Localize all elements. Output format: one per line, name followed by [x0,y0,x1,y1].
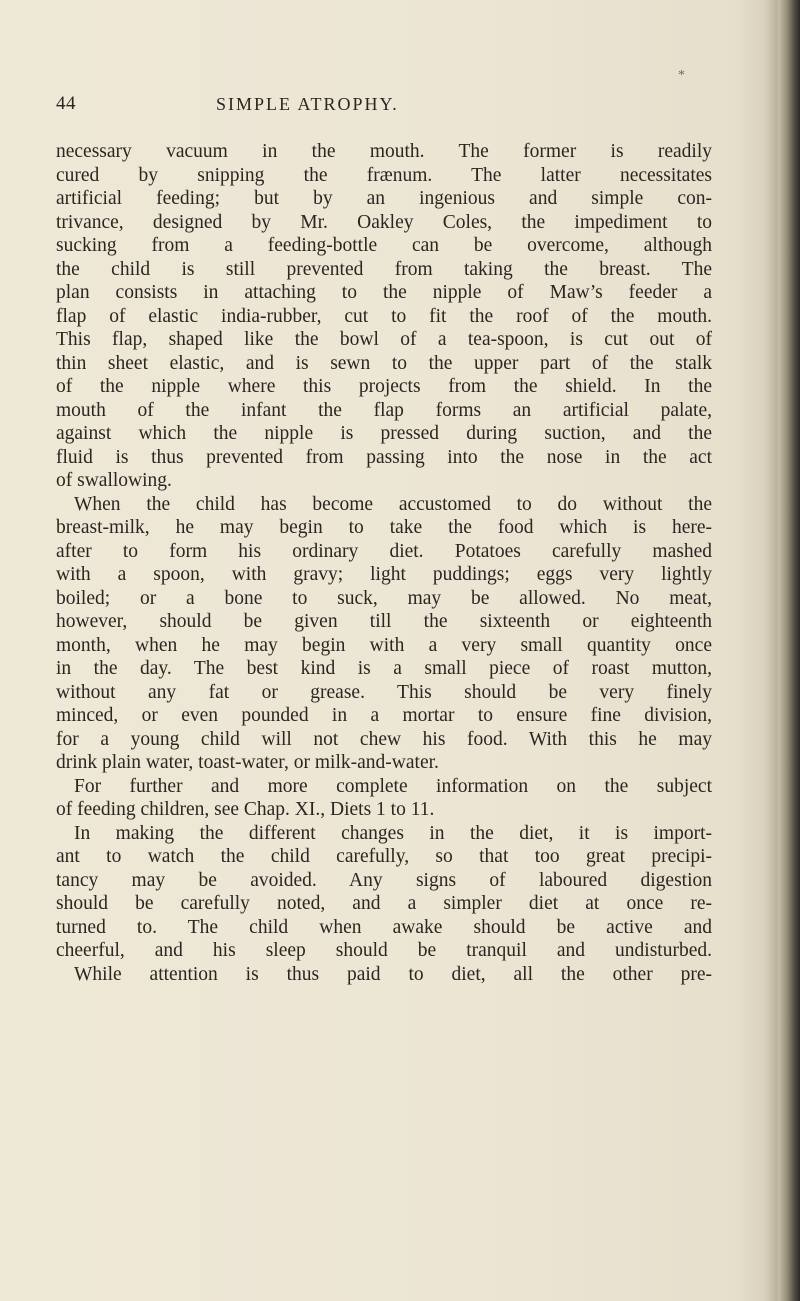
text-line: necessary vacuum in the mouth. The former is readily [56,141,712,162]
text-line: for a young child will not chew his food. With this he may [56,728,712,750]
text-line: mouth of the infant the flap forms an artificial palate, [56,399,712,421]
text-line: cheerful, and his sleep should be tranquil and undisturbed. [56,940,712,961]
text-line: plan consists in attaching to the nipple of Maw’s feeder a [56,282,712,303]
text-line: artificial feeding; but by an ingenious and simple con- [56,188,712,209]
text-line: minced, or even pounded in a mortar to ensure fine division, [56,705,712,726]
body-text [56,140,712,986]
running-head: SIMPLE ATROPHY. [216,94,399,114]
text-line: drink plain water, toast-water, or milk-and-water. [56,752,439,773]
text-line: sucking from a feeding-bottle can be overcome, although [56,235,712,256]
text-line: ant to watch the child carefully, so that too great precipi- [56,846,712,867]
text-line: boiled; or a bone to suck, may be allowed. No meat, [56,587,712,609]
text-line: in the day. The best kind is a small piece of roast mutton, [56,658,712,679]
text-line: thin sheet elastic, and is sewn to the upper part of the stalk [56,352,712,374]
text-line: In making the different changes in the diet, it is import- [74,822,712,844]
text-line: cured by snipping the frænum. The latter necessitates [56,164,712,186]
binding-gutter [778,0,800,1301]
text-line: however, should be given till the sixteenth or eighteenth [56,611,712,632]
text-line: of swallowing. [56,470,172,491]
text-line: with a spoon, with gravy; light puddings; eggs very lightly [56,564,712,585]
text-line: month, when he may begin with a very small quantity once [56,634,712,656]
text-line: the child is still prevented from taking the breast. The [56,258,712,280]
text-line: against which the nipple is pressed during suction, and the [56,423,712,444]
text-line: of feeding children, see Chap. XI., Diets 1 to 11. [56,799,435,820]
text-line: tancy may be avoided. Any signs of laboured digestion [56,869,712,891]
text-line: without any fat or grease. This should be very finely [56,681,712,703]
text-line: breast-milk, he may begin to take the food which is here- [56,517,712,538]
text-line: of the nipple where this projects from the shield. In the [56,376,712,397]
text-line: When the child has become accustomed to do without the [74,493,712,515]
text-line: trivance, designed by Mr. Oakley Coles, the impediment to [56,211,712,233]
page-header [56,93,710,119]
text-line: This flap, shaped like the bowl of a tea-spoon, is cut out of [56,329,712,350]
text-line: fluid is thus prevented from passing into the nose in the act [56,446,712,468]
page-number: 44 [56,93,76,114]
text-line: For further and more complete information on the subject [74,775,712,797]
text-line: flap of elastic india-rubber, cut to fit the roof of the mouth. [56,305,712,327]
text-line: turned to. The child when awake should be active and [56,916,712,938]
text-line: should be carefully noted, and a simpler diet at once re- [56,893,712,914]
text-line: While attention is thus paid to diet, all the other pre- [74,963,712,985]
binding-shadow [764,0,778,1301]
text-line: after to form his ordinary diet. Potatoes carefully mashed [56,540,712,562]
margin-mark: * [678,68,685,83]
